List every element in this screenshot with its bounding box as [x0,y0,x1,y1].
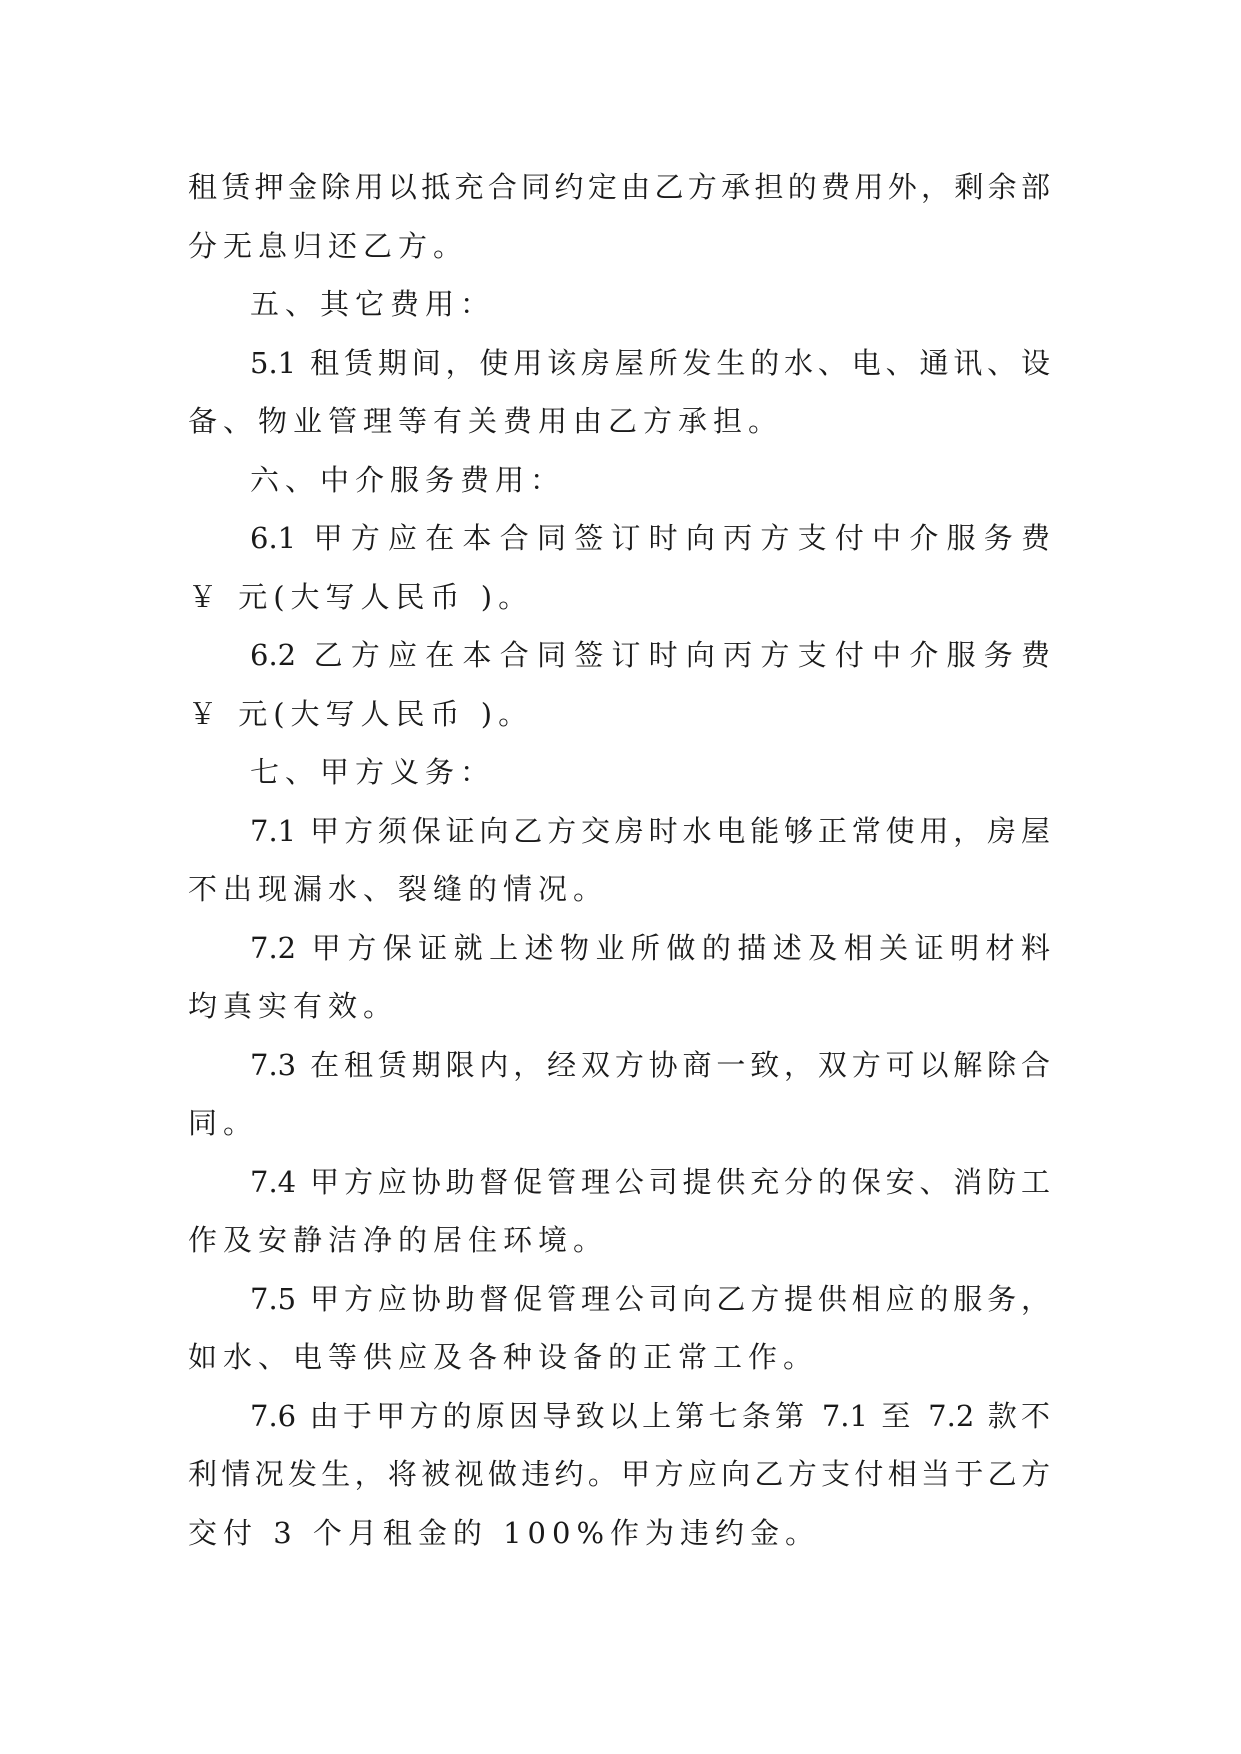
text-line: 同。 [188,1106,259,1140]
text-line: 不出现漏水、裂缝的情况。 [188,872,609,906]
text-line: 备、物业管理等有关费用由乙方承担。 [188,404,784,438]
clause-line: 6.2 乙方应在本合同签订时向丙方支付中介服务费 [250,638,1050,672]
clause-line: 7.3 在租赁期限内，经双方协商一致，双方可以解除合 [250,1047,1050,1082]
text-line: ￥ 元(大写人民币 )。 [188,579,534,614]
text-line: 均真实有效。 [188,989,399,1023]
text-line: 分无息归还乙方。 [188,228,469,263]
clause-line: 7.5 甲方应协助督促管理公司向乙方提供相应的服务， [250,1281,1050,1316]
section-heading: 五、其它费用： [250,287,496,321]
text-line: 交付 3 个月租金的 100%作为违约金。 [188,1515,821,1550]
text-line: ￥ 元(大写人民币 )。 [188,696,534,731]
clause-line: 7.4 甲方应协助督促管理公司提供充分的保安、消防工 [250,1164,1050,1199]
text-line: 租赁押金除用以抵充合同约定由乙方承担的费用外，剩余部 [188,170,1050,204]
text-line: 如水、电等供应及各种设备的正常工作。 [188,1340,819,1374]
clause-line: 7.1 甲方须保证向乙方交房时水电能够正常使用，房屋 [250,813,1050,848]
document-body [188,158,1050,1562]
text-line: 利情况发生，将被视做违约。甲方应向乙方支付相当于乙方 [188,1457,1050,1491]
section-heading: 七、甲方义务： [250,755,496,789]
clause-line: 7.6 由于甲方的原因导致以上第七条第 7.1 至 7.2 款不 [250,1398,1050,1433]
clause-line: 5.1 租赁期间，使用该房屋所发生的水、电、通讯、设 [250,345,1050,380]
clause-line: 7.2 甲方保证就上述物业所做的描述及相关证明材料 [250,930,1050,965]
text-line: 作及安静洁净的居住环境。 [188,1223,609,1257]
section-heading: 六、中介服务费用： [250,462,566,497]
clause-line: 6.1 甲方应在本合同签订时向丙方支付中介服务费 [250,521,1050,555]
